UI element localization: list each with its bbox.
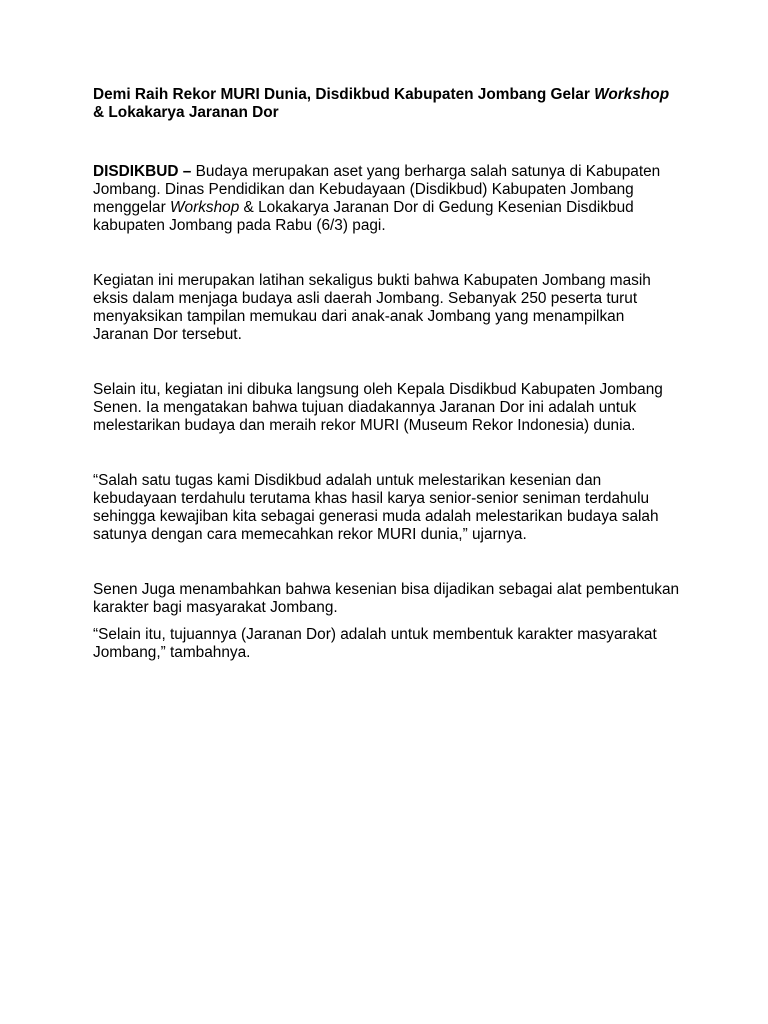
paragraph-4-quote: “Salah satu tugas kami Disdikbud adalah untuk melestarikan kesenian dan kebudayaan terdahulu terutama khas hasil karya senior-senior seniman terdahulu sehingga kewajiban kita sebagai generasi muda adalah melestarikan budaya salah satunya dengan cara memecahkan rekor MURI dunia,” ujarnya. (93, 472, 659, 543)
paragraph-1-italic-workshop: Workshop (170, 199, 240, 216)
paragraph-1-text-2: & Lokakarya Jaranan Dor di Gedung Kesenian Disdikbud kabupaten Jombang pada Rabu (6/3) pagi. (93, 199, 634, 234)
title-text-2: & Lokakarya Jaranan Dor (93, 104, 279, 121)
paragraph-1 (93, 163, 683, 235)
article-title (93, 86, 683, 122)
title-text-1: Demi Raih Rekor MURI Dunia, Disdikbud Kabupaten Jombang Gelar (93, 86, 595, 103)
paragraph-2: Kegiatan ini merupakan latihan sekaligus bukti bahwa Kabupaten Jombang masih eksis dalam menjaga budaya asli daerah Jombang. Sebanyak 250 peserta turut menyaksikan tampilan memukau dari anak-anak Jombang yang menampilkan Jaranan Dor tersebut. (93, 272, 651, 343)
document-page (93, 86, 683, 662)
dateline-disdikbud: DISDIKBUD – (93, 163, 192, 180)
paragraph-5: Senen Juga menambahkan bahwa kesenian bisa dijadikan sebagai alat pembentukan karakter bagi masyarakat Jombang. (93, 581, 680, 616)
paragraph-6-quote: “Selain itu, tujuannya (Jaranan Dor) adalah untuk membentuk karakter masyarakat Jombang,” tambahnya. (93, 626, 657, 661)
paragraph-3: Selain itu, kegiatan ini dibuka langsung oleh Kepala Disdikbud Kabupaten Jombang Senen. Ia mengatakan bahwa tujuan diadakannya Jaranan Dor ini adalah untuk melestarikan budaya dan meraih rekor MURI (Museum Rekor Indonesia) dunia. (93, 381, 663, 434)
paragraph-1-text-1: Budaya merupakan aset yang berharga salah satunya di Kabupaten Jombang. Dinas Pendidikan dan Kebudayaan (Disdikbud) Kabupaten Jombang menggelar (93, 163, 661, 216)
title-italic-workshop: Workshop (594, 86, 670, 103)
